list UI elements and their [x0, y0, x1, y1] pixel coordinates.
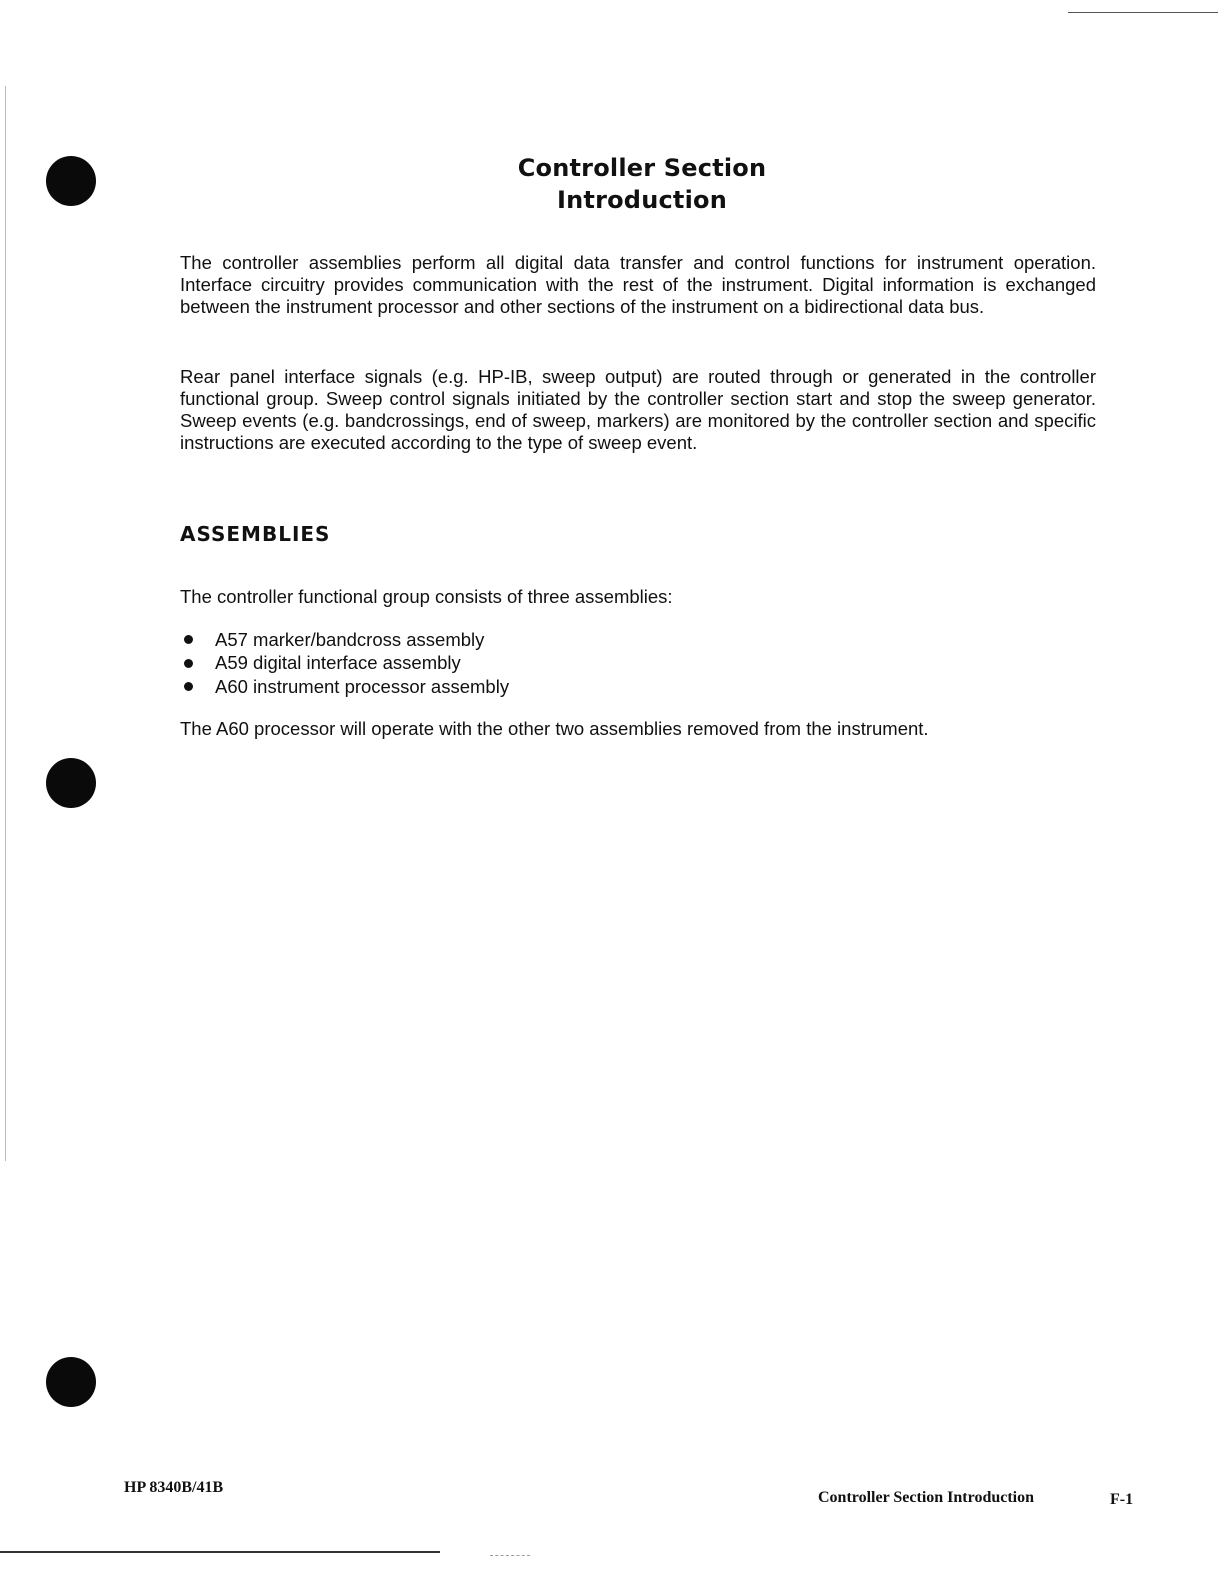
binder-punch-hole: [46, 156, 96, 206]
footer-model: HP 8340B/41B: [124, 1479, 224, 1496]
list-item-label: A59 digital interface assembly: [215, 652, 461, 674]
list-item: [180, 652, 509, 676]
bullet-icon: [184, 682, 193, 691]
footer-page-number: F-1: [1110, 1491, 1134, 1508]
bullet-icon: [184, 659, 193, 668]
scan-artifact-line: [1068, 12, 1218, 13]
page-title: [400, 152, 884, 216]
scan-artifact-line: [0, 1551, 440, 1553]
list-item-label: A57 marker/bandcross assembly: [215, 628, 485, 650]
list-item-label: A60 instrument processor assembly: [215, 675, 510, 697]
section-heading-assemblies: ASSEMBLIES: [180, 522, 331, 546]
page-title-line-1: Controller Section: [517, 154, 767, 182]
assemblies-lead-text: The controller functional group consists of three assemblies:: [180, 586, 673, 607]
assemblies-list: [180, 628, 509, 699]
bullet-icon: [184, 635, 193, 644]
list-item: [180, 675, 509, 699]
scan-artifact-line: [5, 86, 6, 1161]
intro-paragraph-1: The controller assemblies perform all digital data transfer and control functions for instrument operation. Interface circuitry provides communication with the rest of the instrument. Digital information is exchanged between the instrument processor and other sections of the instrument on a bidirectional data bus.: [180, 252, 1096, 317]
page-title-line-2: Introduction: [557, 186, 727, 214]
binder-punch-hole: [46, 758, 96, 808]
list-item: [180, 628, 509, 652]
assemblies-closing-text: The A60 processor will operate with the other two assemblies removed from the instrument.: [180, 718, 929, 739]
binder-punch-hole: [46, 1357, 96, 1407]
footer-section-title: Controller Section Introduction: [818, 1489, 1035, 1506]
scan-artifact-dash: [490, 1555, 530, 1557]
intro-paragraph-2: Rear panel interface signals (e.g. HP-IB, sweep output) are routed through or generated in the controller functional group. Sweep control signals initiated by the controller section start and stop the sweep generator. Sweep events (e.g. bandcrossings, end of sweep, markers) are monitored by the controller section and specific instructions are executed according to the type of sweep event.: [180, 366, 1096, 453]
